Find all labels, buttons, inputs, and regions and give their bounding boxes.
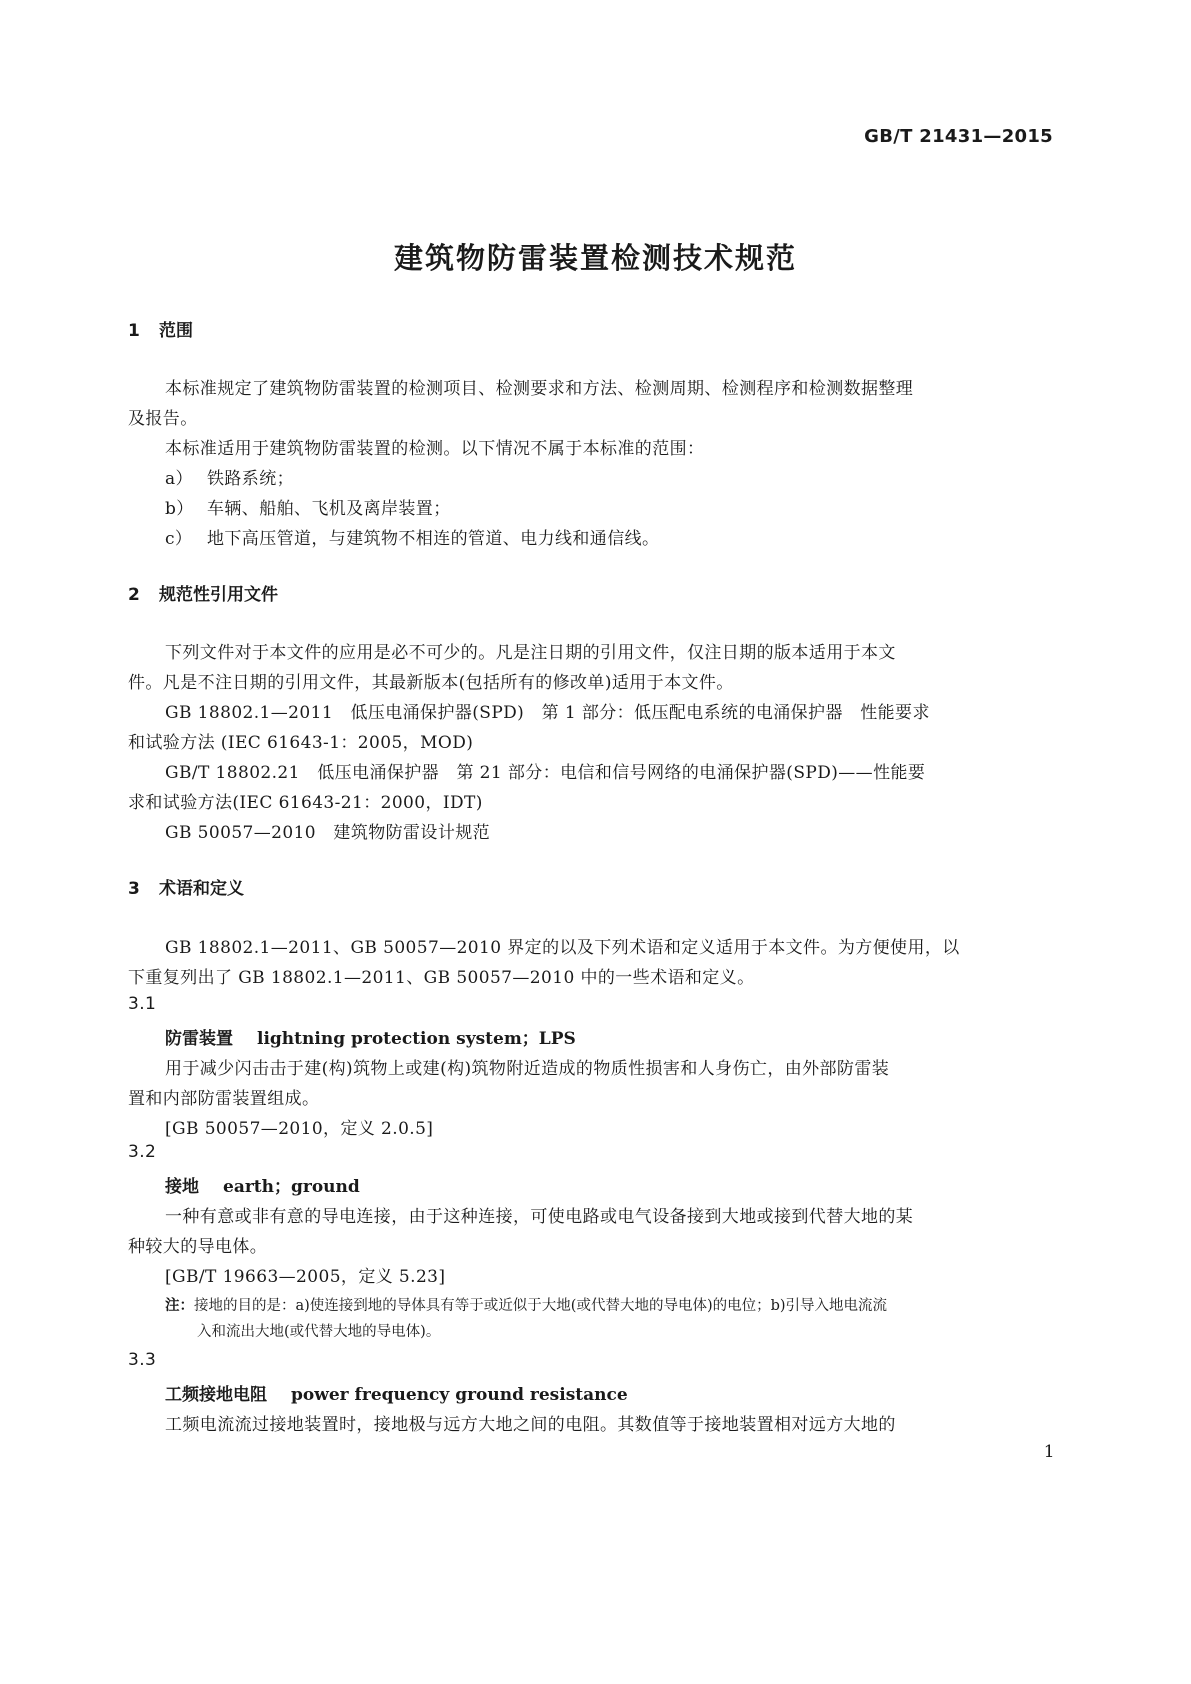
standard-code: GB/T 21431—2015	[864, 126, 1053, 147]
definition-line: 种较大的导电体。	[128, 1237, 268, 1257]
list-item	[165, 494, 451, 519]
reference-line: 求和试验方法(IEC 61643-21：2000，IDT)	[128, 793, 483, 813]
page-number: 1	[1043, 1442, 1055, 1462]
list-label: c）	[165, 529, 193, 549]
section-number: 2	[128, 585, 140, 605]
term-heading	[165, 1172, 360, 1197]
term-source: [GB/T 19663—2005，定义 5.23]	[165, 1267, 446, 1287]
term-heading	[165, 1380, 628, 1405]
reference-line: GB 50057—2010 建筑物防雷设计规范	[165, 823, 491, 843]
term-number: 3.1	[128, 994, 157, 1014]
section-1-heading	[128, 316, 193, 341]
definition-line: 置和内部防雷装置组成。	[128, 1089, 320, 1109]
note-label: 注：	[165, 1298, 194, 1314]
list-text: 车辆、船舶、飞机及离岸装置；	[207, 499, 451, 519]
paragraph-line: GB 18802.1—2011、GB 50057—2010 界定的以及下列术语和定义适用于本文件。为方便使用，以	[165, 938, 960, 958]
definition-line: 用于减少闪击击于建(构)筑物上或建(构)筑物附近造成的物质性损害和人身伤亡，由外部防雷装	[165, 1059, 890, 1079]
section-3-heading	[128, 874, 244, 899]
definition-line: 一种有意或非有意的导电连接，由于这种连接，可使电路或电气设备接到大地或接到代替大地的某	[165, 1207, 914, 1227]
term-heading	[165, 1024, 576, 1049]
paragraph-line: 下重复列出了 GB 18802.1—2011、GB 50057—2010 中的一些术语和定义。	[128, 968, 755, 988]
list-label: a）	[165, 469, 193, 489]
list-item	[165, 524, 659, 549]
reference-line: 和试验方法 (IEC 61643-1：2005，MOD)	[128, 733, 474, 753]
term-en: power frequency ground resistance	[291, 1385, 628, 1405]
section-title: 范围	[159, 321, 193, 341]
reference-line: GB/T 18802.21 低压电涌保护器 第 21 部分：电信和信号网络的电涌保护器(SPD)——性能要	[165, 763, 926, 783]
paragraph-line: 本标准适用于建筑物防雷装置的检测。以下情况不属于本标准的范围：	[165, 439, 705, 459]
paragraph-line: 本标准规定了建筑物防雷装置的检测项目、检测要求和方法、检测周期、检测程序和检测数据整理	[165, 379, 914, 399]
list-item	[165, 464, 294, 489]
term-source: [GB 50057—2010，定义 2.0.5]	[165, 1119, 434, 1139]
section-number: 3	[128, 879, 140, 899]
term-note	[165, 1294, 887, 1315]
term-zh: 接地	[165, 1177, 199, 1197]
term-zh: 工频接地电阻	[165, 1385, 267, 1405]
term-en: lightning protection system；LPS	[257, 1029, 576, 1049]
paragraph-line: 件。凡是不注日期的引用文件，其最新版本(包括所有的修改单)适用于本文件。	[128, 673, 734, 693]
document-title: 建筑物防雷装置检测技术规范	[393, 241, 797, 275]
definition-line: 工频电流流过接地装置时，接地极与远方大地之间的电阻。其数值等于接地装置相对远方大地的	[165, 1415, 896, 1435]
term-en: earth；ground	[223, 1177, 360, 1197]
term-number: 3.2	[128, 1142, 157, 1162]
section-title: 规范性引用文件	[159, 585, 278, 605]
list-label: b）	[165, 499, 194, 519]
term-note-continued: 入和流出大地(或代替大地的导电体)。	[197, 1324, 441, 1340]
section-2-heading	[128, 580, 278, 605]
term-zh: 防雷装置	[165, 1029, 233, 1049]
list-text: 铁路系统；	[207, 469, 294, 489]
reference-line: GB 18802.1—2011 低压电涌保护器(SPD) 第 1 部分：低压配电系统的电涌保护器 性能要求	[165, 703, 930, 723]
section-title: 术语和定义	[159, 879, 244, 899]
section-number: 1	[128, 321, 140, 341]
list-text: 地下高压管道，与建筑物不相连的管道、电力线和通信线。	[207, 529, 660, 549]
paragraph-line: 及报告。	[128, 409, 198, 429]
paragraph-line: 下列文件对于本文件的应用是必不可少的。凡是注日期的引用文件，仅注日期的版本适用于本文	[165, 643, 896, 663]
note-text: 接地的目的是：a)使连接到地的导体具有等于或近似于大地(或代替大地的导电体)的电位；b)引导入地电流流	[194, 1298, 888, 1314]
term-number: 3.3	[128, 1350, 157, 1370]
